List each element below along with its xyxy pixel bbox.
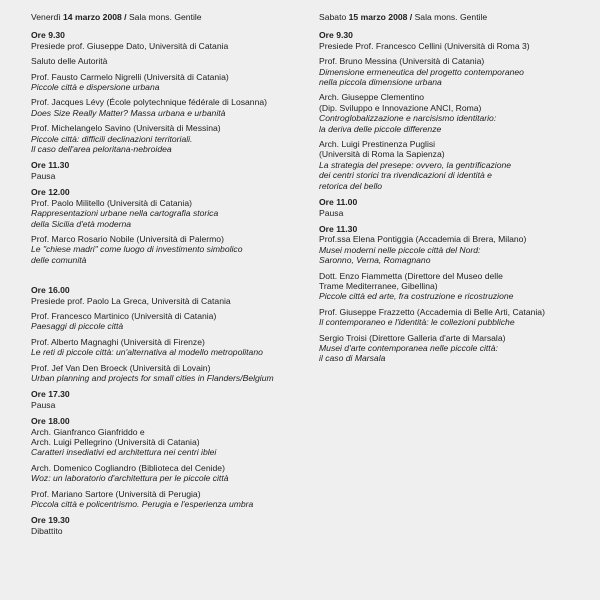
speaker-line: Arch. Luigi Prestinenza Puglisi (319, 139, 436, 150)
speaker-line: Prof. Mariano Sartore (Università di Perugia) (31, 488, 201, 499)
speaker-line: Prof. Alberto Magnaghi (Università di Firenze) (31, 336, 205, 347)
day-name: Sabato (319, 12, 347, 22)
speaker-line: Prof. Bruno Messina (Università di Catania) (319, 56, 485, 67)
speaker-line: Arch. Gianfranco Gianfriddo e (31, 426, 145, 437)
program-entry (31, 123, 293, 154)
program-entry (31, 311, 293, 332)
program-entry (31, 296, 293, 306)
talk-title: Il caso dell'area peloritana-nebroidea (31, 144, 172, 155)
talk-title: Rappresentazioni urbane nella cartografia storica (31, 208, 219, 219)
talk-title: La strategia del presepe: ovvero, la gentrificazione (319, 159, 512, 170)
program-entry (31, 427, 293, 458)
session-time: Ore 11.30 (319, 223, 358, 234)
program-entry (319, 139, 581, 191)
day-name: Venerdì (31, 12, 61, 22)
session-time: Ore 16.00 (31, 285, 70, 296)
talk-title: Woz: un laboratorio d'architettura per le piccole città (31, 473, 229, 484)
speaker-line: Arch. Domenico Cogliandro (Biblioteca del Cenide) (31, 462, 225, 473)
speaker-line: Prof. Jacques Lévy (École polytechnique fédérale di Losanna) (31, 97, 267, 108)
talk-title: il caso di Marsala (319, 353, 386, 364)
speaker-line: Prof. Michelangelo Savino (Università di Messina) (31, 123, 221, 134)
talk-title: Does Size Really Matter? Massa urbana e urbanità (31, 107, 226, 118)
speaker-line: Dibattito (31, 525, 63, 536)
talk-title: Piccole città: difficili declinazioni territoriali. (31, 133, 193, 144)
program-entry (319, 271, 581, 302)
program-entry (319, 333, 581, 364)
speaker-line: Dott. Enzo Fiammetta (Direttore del Museo delle (319, 270, 503, 281)
speaker-line: Pausa (319, 207, 344, 218)
talk-title: Musei moderni nelle piccole città del Nord: (319, 244, 481, 255)
program-entry (31, 97, 293, 118)
session-time: Ore 17.30 (31, 389, 70, 400)
talk-title: Dimensione ermeneutica del progetto contemporaneo (319, 66, 524, 77)
speaker-line: Pausa (31, 170, 56, 181)
speaker-line: Presiede prof. Paolo La Greca, Università di Catania (31, 295, 231, 306)
program-entry (319, 92, 581, 134)
program-entry (31, 400, 293, 410)
speaker-line: Prof. Giuseppe Frazzetto (Accademia di Belle Arti, Catania) (319, 306, 545, 317)
program-entry (319, 234, 581, 265)
session-time: Ore 18.00 (31, 416, 70, 427)
talk-title: Paesaggi di piccole città (31, 321, 124, 332)
program-entry (31, 41, 293, 51)
session-time: Ore 9.30 (319, 30, 353, 41)
speaker-line: Prof. Francesco Martinico (Università di Catania) (31, 310, 217, 321)
talk-title: Il contemporaneo e l'identità: le collezioni pubbliche (319, 317, 515, 328)
program-entry (31, 363, 293, 384)
speaker-line: Prof. Fausto Carmelo Nigrelli (Università di Catania) (31, 71, 229, 82)
speaker-line: Saluto delle Autorità (31, 56, 108, 67)
header-separator: / (407, 12, 415, 22)
program-entry (31, 198, 293, 229)
talk-title: della Sicilia d'età moderna (31, 218, 132, 229)
program-day-saturday (319, 12, 581, 364)
session-block (31, 416, 293, 509)
speaker-line: Arch. Luigi Pellegrino (Università di Catania) (31, 437, 200, 447)
speaker-line: Arch. Giuseppe Clementino (319, 92, 425, 103)
session-block (319, 30, 581, 191)
session-block (31, 389, 293, 410)
speaker-line: Prof. Jef Van Den Broeck (Università di Lovain) (31, 362, 211, 373)
talk-title: nella piccola dimensione urbana (319, 77, 442, 88)
speaker-line: Prof. Marco Rosario Nobile (Università di Palermo) (31, 233, 224, 244)
talk-title: Piccole città e dispersione urbana (31, 82, 160, 93)
program-entry (319, 208, 581, 218)
program-entry (31, 171, 293, 181)
day-header (319, 12, 581, 22)
session-block (31, 285, 293, 383)
talk-title: delle comunità (31, 254, 87, 265)
talk-title: retorica del bello (319, 180, 383, 191)
session-block (31, 160, 293, 181)
speaker-line: Prof. Paolo Militello (Università di Catania) (31, 197, 192, 208)
program-entry (319, 307, 581, 328)
session-time: Ore 19.30 (31, 515, 70, 526)
session-time: Ore 11.00 (319, 197, 358, 208)
speaker-line: Prof.ssa Elena Pontiggia (Accademia di Brera, Milano) (319, 234, 527, 245)
day-date: 15 marzo 2008 (348, 12, 408, 22)
program-entry (31, 234, 293, 265)
program-entry (31, 463, 293, 484)
speaker-line: Pausa (31, 399, 56, 410)
program-day-friday (31, 12, 293, 536)
speaker-line: Trame Mediterranee, Gibellina) (319, 280, 438, 291)
speaker-line: (Dip. Sviluppo e Innovazione ANCI, Roma) (319, 102, 482, 113)
program-entry (31, 337, 293, 358)
session-block (319, 197, 581, 218)
talk-title: Saronno, Verna, Romagnano (319, 255, 431, 266)
session-block (31, 187, 293, 265)
program-entry (319, 56, 581, 87)
program-entry (31, 526, 293, 536)
session-block (31, 30, 293, 154)
venue: Sala mons. Gentile (414, 12, 488, 22)
talk-title: Le reti di piccole città: un'alternativa al modello metropolitano (31, 347, 263, 358)
talk-title: Urban planning and projects for small cities in Flanders/Belgium (31, 372, 274, 383)
session-block (319, 224, 581, 364)
speaker-line: (Università di Roma la Sapienza) (319, 149, 445, 160)
session-block (31, 515, 293, 536)
program-entry (319, 41, 581, 51)
session-time: Ore 12.00 (31, 187, 70, 198)
session-time: Ore 9.30 (31, 30, 65, 41)
program-entry (31, 72, 293, 93)
venue: Sala mons. Gentile (128, 12, 202, 22)
talk-title: la deriva delle piccole differenze (319, 123, 442, 134)
talk-title: Le "chiese madri" come luogo di investimento simbolico (31, 244, 243, 255)
talk-title: Piccole città ed arte, fra costruzione e ricostruzione (319, 291, 514, 302)
program-entry (31, 489, 293, 510)
session-time: Ore 11.30 (31, 160, 70, 171)
talk-title: Controglobalizzazione e narcisismo identitario: (319, 113, 497, 124)
speaker-line: Presiede prof. Giuseppe Dato, Università di Catania (31, 40, 229, 51)
talk-title: Piccola città e policentrismo. Perugia e l'esperienza umbra (31, 499, 254, 510)
talk-title: dei centri storici tra rivendicazioni di identità e (319, 170, 492, 181)
speaker-line: Sergio Troisi (Direttore Galleria d'arte di Marsala) (319, 332, 506, 343)
talk-title: Caratteri insediativi ed architettura nei centri iblei (31, 447, 217, 458)
program-entry (31, 56, 293, 66)
talk-title: Musei d'arte contemporanea nelle piccole città: (319, 342, 498, 353)
header-separator: / (121, 12, 129, 22)
day-header (31, 12, 293, 22)
speaker-line: Presiede Prof. Francesco Cellini (Università di Roma 3) (319, 40, 530, 51)
day-date: 14 marzo 2008 (63, 12, 122, 22)
